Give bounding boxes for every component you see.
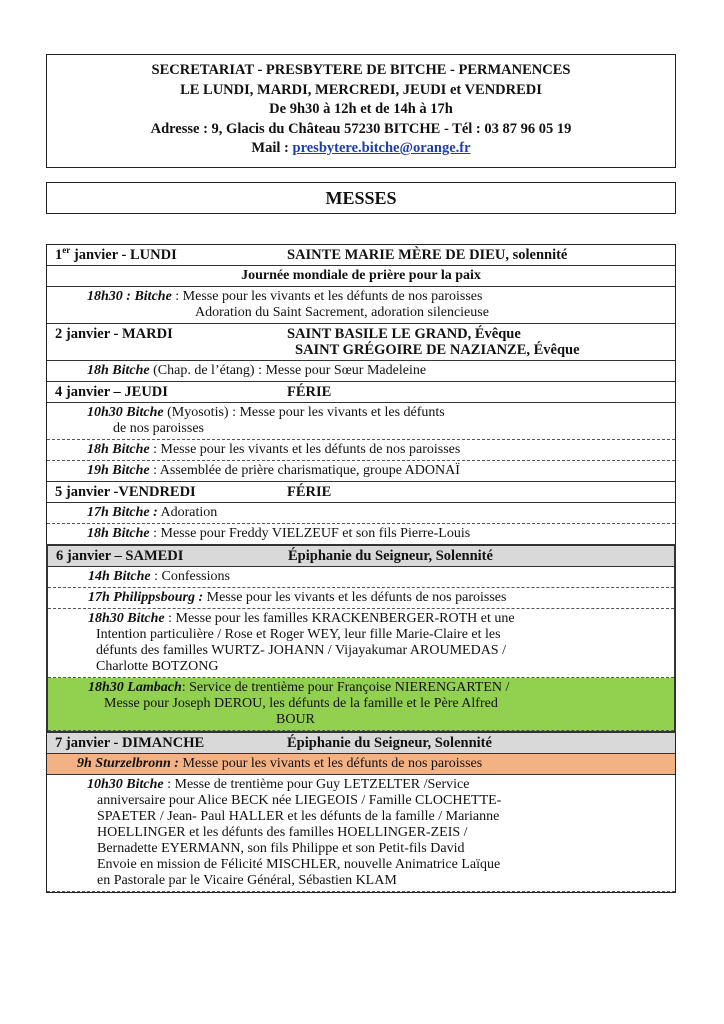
mass-entry: 14h Bitche : Confessions	[48, 567, 674, 588]
day-row-jan-1	[47, 245, 675, 266]
mass-entry: 18h30 : Bitche : Messe pour les vivants et les défunts de nos paroisses Adoration du Saint Sacrement, adoration silencieuse	[47, 287, 675, 324]
mass-entry: 17h Philippsbourg : Messe pour les vivants et les défunts de nos paroisses	[48, 588, 674, 609]
mass-entry: 10h30 Bitche (Myosotis) : Messe pour les vivants et les défunts de nos paroisses	[47, 403, 675, 440]
mass-schedule	[46, 244, 676, 893]
mass-entry: 18h30 Bitche : Messe pour les familles KRACKENBERGER-ROTH et une Intention particulière / Rose et Roger WEY, leur fille Marie-Claire et les défunts des familles WURTZ- JOHANN / Vijayakumar AROUMEDAS / Charlotte BOTZONG	[48, 609, 674, 678]
mass-entry-highlighted: 18h30 Lambach: Service de trentième pour Françoise NIERENGARTEN / Messe pour Joseph DEROU, les défunts de la famille et le Père Alfred BOUR	[48, 678, 674, 731]
secretariat-header	[46, 54, 676, 168]
day-note: Journée mondiale de prière pour la paix	[47, 266, 675, 287]
mass-entry-highlighted: 9h Sturzelbronn : Messe pour les vivants et les défunts de nos paroisses	[47, 754, 675, 775]
day-row-jan-4: 4 janvier – JEUDI FÉRIE	[47, 382, 675, 403]
header-line-4: Adresse : 9, Glacis du Château 57230 BITCHE - Tél : 03 87 96 05 19	[150, 120, 572, 137]
header-line-2: LE LUNDI, MARDI, MERCREDI, JEUDI et VENDREDI	[180, 81, 542, 98]
mass-entry: 17h Bitche : Adoration	[47, 503, 675, 524]
mass-entry: 18h Bitche (Chap. de l’étang) : Messe pour Sœur Madeleine	[47, 361, 675, 382]
mass-entry: 10h30 Bitche : Messe de trentième pour Guy LETZELTER /Service anniversaire pour Alice BECK née LIEGEOIS / Famille CLOCHETTE- SPAETER / Jean- Paul HALLER et les défunts de la famille / Marianne HOELLINGER et les défunts des familles HOELLINGER-ZEIS / Bernadette EYERMANN, son fils Philippe et son Petit-fils David Envoie en mission de Félicité MISCHLER, nouvelle Animatrice Laïque en Pastorale par le Vicaire Général, Sébastien KLAM	[47, 775, 675, 892]
saturday-block	[46, 544, 676, 733]
mass-entry: 18h Bitche : Messe pour Freddy VIELZEUF et son fils Pierre-Louis	[47, 524, 675, 545]
header-line-3: De 9h30 à 12h et de 14h à 17h	[269, 101, 453, 117]
day-row-jan-5: 5 janvier -VENDREDI FÉRIE	[47, 482, 675, 503]
day-date: 1er janvier - LUNDI	[55, 245, 177, 263]
mass-entry: 18h Bitche : Messe pour les vivants et les défunts de nos paroisses	[47, 440, 675, 461]
day-feast: SAINTE MARIE MÈRE DE DIEU, solennité	[287, 247, 568, 263]
day-row-jan-2: 2 janvier - MARDI SAINT BASILE LE GRAND, Évêque SAINT GRÉGOIRE DE NAZIANZE, Évêque	[47, 324, 675, 361]
header-line-1: SECRETARIAT - PRESBYTERE DE BITCHE - PERMANENCES	[151, 62, 571, 78]
mass-entry: 19h Bitche : Assemblée de prière charismatique, groupe ADONAÏ	[47, 461, 675, 482]
day-row-jan-6: 6 janvier – SAMEDI Épiphanie du Seigneur, Solennité	[48, 546, 674, 567]
page-title: MESSES	[46, 182, 676, 214]
mail-link[interactable]: presbytere.bitche@orange.fr	[292, 140, 471, 156]
mail-label: Mail :	[251, 140, 293, 156]
day-row-jan-7: 7 janvier - DIMANCHE Épiphanie du Seigneur, Solennité	[47, 733, 675, 754]
header-mail-line	[47, 139, 675, 159]
